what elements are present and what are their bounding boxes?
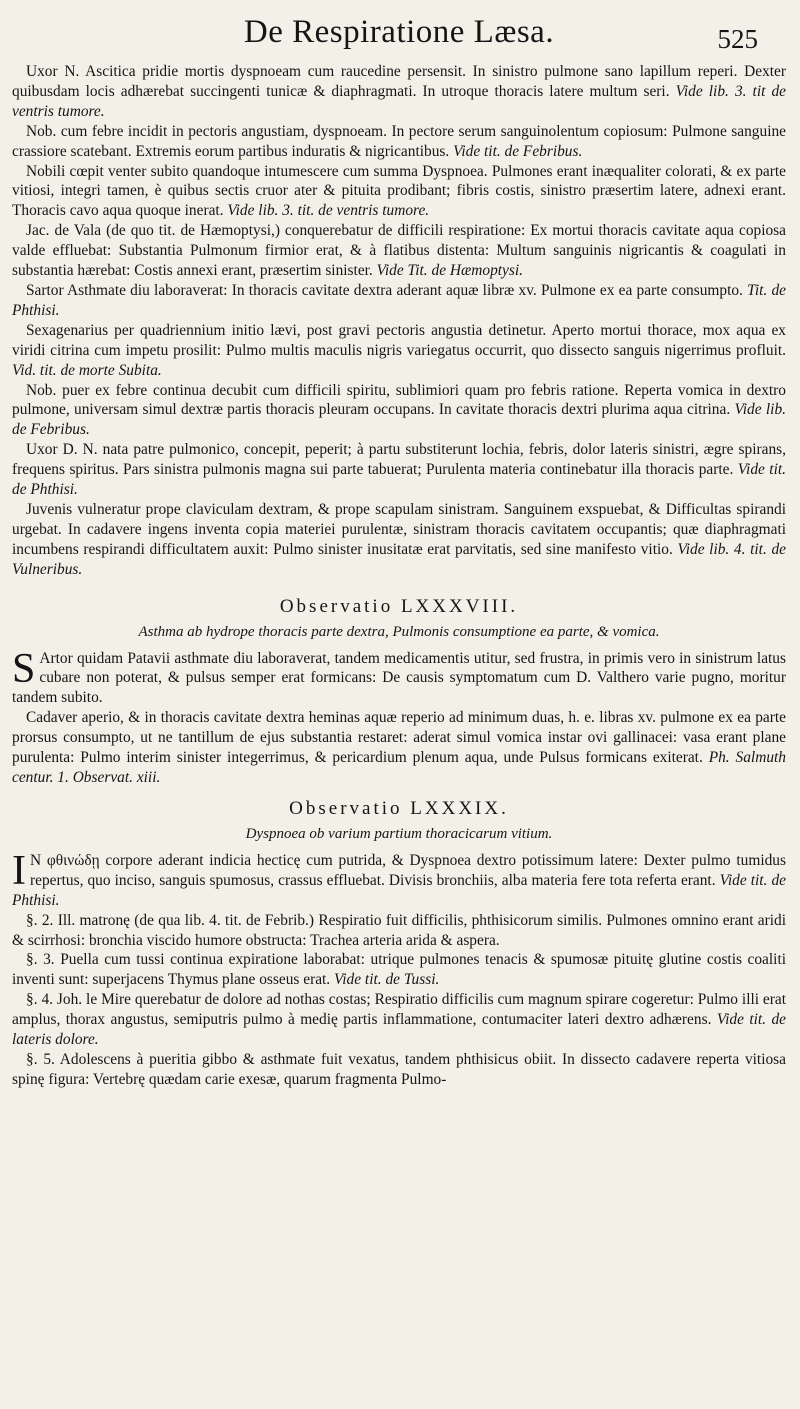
cross-reference: Vide tit. de lateris dolore. [12,1011,786,1049]
drop-cap: I [12,847,26,894]
case-paragraph: Nob. cum febre incidit in pectoris angustiam, dyspnoeam. In pectore serum sanguinolentum copiosum: Pulmone sanguine crassiore scatebant. Extremis eorum partibus induratis & nigricantibus. Vide tit. de Febribus. [12,122,786,160]
observation-heading: Observatio LXXXIX. [289,797,509,819]
running-head: De Respiratione Læsa. [243,14,555,50]
observation-paragraph: Cadaver aperio, & in thoracis cavitate dextra heminas aquæ reperio ad minimum duas, h. e. libras xv. pulmone ex ea parte prorsus consumpto, ut ne tantillum de ejus substantia restaret: aderat simul vomica instar ovi gallinacei: vasa erant plane purulenta: Pulmo interim sinister integerrimus, & pericardium plenum aqua, unde Pulsus formicans exiterat. Ph. Salmuth centur. 1. Observat. xiii. [12,709,786,786]
cross-reference: Vide lib. 4. tit. de Vulneribus. [12,540,786,578]
cross-reference: Vide tit. de Febribus. [453,142,583,160]
cross-reference: Vide lib. 3. tit de ventris tumore. [12,82,786,120]
cross-reference: Vide tit. de Phthisi. [12,461,786,499]
section-paragraph: §. 5. Adolescens à pueritia gibbo & asthmate fuit vexatus, tandem phthisicus obiit. In dissecto cadavere reperta vitiosa spinę figura: Vertebrę quædam carie exesæ, quarum fragmenta Pulmo- [12,1050,786,1088]
section-paragraph: §. 2. Ill. matronę (de qua lib. 4. tit. de Febrib.) Respiratio fuit difficilis, phthisicorum similis. Pulmones omnino erant aridi & scirrhosi: bronchia viscido humore obstructa: Trachea arteria arida & aspera. [12,911,786,949]
observation-heading: Observatio LXXXVIII. [279,595,519,617]
case-paragraph: Uxor D. N. nata patre pulmonico, concepit, peperit; à partu substiterunt lochia, febris, dolor lateris sinistri, ægre spirans, frequens spiritus. Pars sinistra pulmonis magna sui parte tabuerat; Purulenta materia continebatur illa thoracis parte. Vide tit. de Phthisi. [12,441,786,499]
cross-reference: Ph. Salmuth centur. 1. Observat. xiii. [12,749,786,786]
case-paragraph: Nob. puer ex febre continua decubit cum difficili spiritu, sublimiori quam pro febris ratione. Reperta vomica in dextro pulmone, universam simul dextræ partis thoracis pleuram occupans. In cavitate thoracis dextri plurima aqua citrina. Vide lib. de Febribus. [12,381,786,439]
case-paragraph: Jac. de Vala (de quo tit. de Hæmoptysi,) conquerebatur de difficili respiratione: Ex mortui thoracis cavitate aqua copiosa valde effluebat: Substantia Pulmonum firmior erat, & à flatibus distenta: Multum sanguinis nigricantis & coagulati in substantia hærebat: Costis annexi erant, præsertim sinister. Vide Tit. de Hæmoptysi. [12,222,786,280]
case-paragraph: Juvenis vulneratur prope claviculam dextram, & prope scapulam sinistram. Sanguinem exspuebat, & Difficultas spirandi urgebat. In cadavere ingens inventa copia materiei purulentæ, sinistram thoracis cavitatem occupantis; quæ diaphragmati incumbens respirandi difficultatem auxit: Pulmo sinister inusitatæ erat parvitatis, sed sine manifesto vitio. Vide lib. 4. tit. de Vulneribus. [12,500,786,578]
drop-cap: S [12,645,36,692]
cross-reference: Vide lib. 3. tit. de ventris tumore. [227,202,430,220]
case-notes-section [12,62,786,580]
case-paragraph: Nobili cœpit venter subito quandoque intumescere cum summa Dyspnoea. Pulmones erant inæqualiter colorati, & ex parte vitiosi, integri tamen, è quibus sectis cruor ater & pituita prodibant; fibris costis, sinistro præsertim latere, adnexi erant. Thoracis cavo aqua quoque inerat. Vide lib. 3. tit. de ventris tumore. [12,162,786,220]
observation-subtitle: Asthma ab hydrope thoracis parte dextra, Pulmonis consumptione ea parte, & vomica. [138,623,660,640]
section-paragraph: §. 3. Puella cum tussi continua expiratione laborabat: utrique pulmones tenacis & spumosæ pituitę glutine costis coaliti inventi sunt: superjacens Thymus plane osseus erat. Vide tit. de Tussi. [12,951,786,989]
cross-reference: Vide Tit. de Hæmoptysi. [376,262,523,280]
cross-reference: Vide tit. de Tussi. [334,971,440,989]
cross-reference: Vide tit. de Phthisi. [12,871,786,909]
observation-88 [12,596,786,788]
observation-89 [12,798,786,1090]
page-header [12,0,786,62]
page-number: 525 [717,24,758,54]
cross-reference: Tit. de Phthisi. [12,281,786,319]
case-paragraph: Uxor N. Ascitica pridie mortis dyspnoeam cum raucedine persensit. In sinistro pulmone sano lapillum reperi. Dexter quibusdam locis adhærebat succingenti tunicæ & diaphragmati. In utroque thoracis latere multum seri. Vide lib. 3. tit de ventris tumore. [12,63,786,120]
observation-paragraph: I N φθινώδῃ corpore aderant indicia hecticę cum putrida, & Dyspnoea dextro potissimum latere: Dexter pulmo tumidus repertus, quo inciso, sanguis spumosus, crassus effluebat. Divisis bronchiis, alba materia fere tota referta erant. Vide tit. de Phthisi. [12,847,786,909]
observation-subtitle: Dyspnoea ob varium partium thoracicarum vitium. [245,825,553,842]
section-paragraph: §. 4. Joh. le Mire querebatur de dolore ad nothas costas; Respiratio difficilis cum magnum spirare cogeretur: Pulmo illi erat amplus, thorax angustus, semiputris pulmo à medię partis inflammatione, contumaciter lateri dextro adhærens. Vide tit. de lateris dolore. [12,991,786,1049]
case-paragraph: Sartor Asthmate diu laboraverat: In thoracis cavitate dextra aderant aquæ libræ xv. Pulmone ex ea parte consumpto. Tit. de Phthisi. [12,281,786,319]
cross-reference: Vid. tit. de morte Subita. [12,361,162,379]
cross-reference: Vide lib. de Febribus. [12,401,786,439]
observation-paragraph: S Artor quidam Patavii asthmate diu laboraverat, tandem medicamentis utitur, sed frustra, in primis vero in sinistrum latus cubare non poterat, & pulsus semper erat formicans: De causis symptomatum cum D. Valthero varie pugno, moritur tandem subito. [12,645,786,707]
case-paragraph: Sexagenarius per quadriennium initio lævi, post gravi pectoris angustia detinetur. Aperto mortui thorace, mox aqua ex viridi citrina cum impetu prosilit: Pulmo multis maculis nigris variegatus occurrit, quo dissecto sanguis nigerrimus profluit. Vid. tit. de morte Subita. [12,321,786,379]
